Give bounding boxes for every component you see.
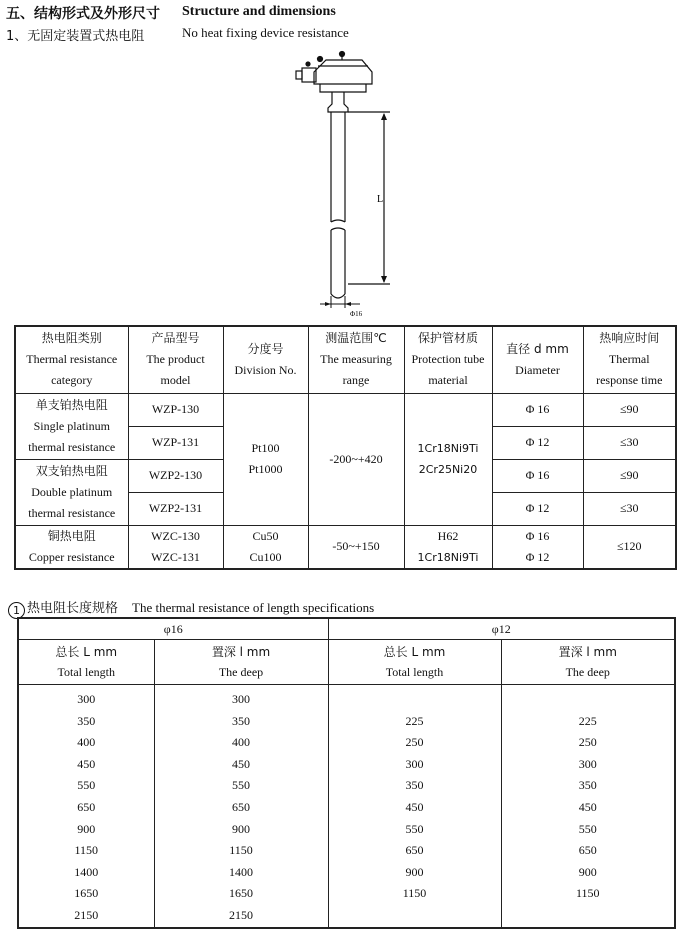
length-col-header <box>18 640 675 685</box>
length-cell: 650 <box>328 840 501 862</box>
header-response: 热响应时间 Thermal response time <box>583 326 676 393</box>
table-row <box>18 685 675 711</box>
header-range: 测温范围℃ The measuring range <box>308 326 404 393</box>
length-cell: 350 <box>18 711 154 733</box>
table-row <box>18 862 675 884</box>
length-cell: 225 <box>328 711 501 733</box>
dimension-label-L: L <box>377 194 384 205</box>
model-cell: WZP2-131 <box>128 492 223 525</box>
category-double-platinum: 双支铂热电阻 Double platinum thermal resistance <box>15 459 128 525</box>
length-cell: 900 <box>328 862 501 884</box>
diameter-cell: Φ 16 <box>492 459 583 492</box>
diameter-cell: Φ 16 <box>492 393 583 426</box>
length-table <box>17 617 676 929</box>
response-cell: ≤90 <box>583 393 676 426</box>
table-row <box>15 525 676 569</box>
length-cell: 2150 <box>18 905 154 928</box>
material-platinum: 1Cr18Ni9Ti 2Cr25Ni20 <box>404 393 492 525</box>
length-cell: 550 <box>18 775 154 797</box>
length-cell: 650 <box>154 797 328 819</box>
header-category: 热电阻类别 Thermal resistance category <box>15 326 128 393</box>
length-cell: 550 <box>501 819 675 841</box>
section-title-cn: 五、结构形式及外形尺寸 <box>6 6 160 22</box>
length-group-header <box>18 618 675 640</box>
section-title-en: Structure and dimensions <box>182 4 336 19</box>
division-platinum: Pt100 Pt1000 <box>223 393 308 525</box>
length-cell: 450 <box>328 797 501 819</box>
category-single-platinum: 单支铂热电阻 Single platinum thermal resistance <box>15 393 128 459</box>
length-cell: 1150 <box>501 883 675 905</box>
table-row <box>18 905 675 928</box>
length-cell: 225 <box>501 711 675 733</box>
col-deep: 置深 l mm The deep <box>501 640 675 685</box>
circled-number: 1 <box>8 602 25 619</box>
length-cell: 400 <box>154 732 328 754</box>
col-deep: 置深 l mm The deep <box>154 640 328 685</box>
subsection-title-en: No heat fixing device resistance <box>182 25 349 40</box>
header-model: 产品型号 The product model <box>128 326 223 393</box>
table-row <box>18 883 675 905</box>
division-copper: Cu50 Cu100 <box>223 525 308 569</box>
length-cell <box>501 905 675 928</box>
model-cell: WZP2-130 <box>128 459 223 492</box>
length-cell: 900 <box>18 819 154 841</box>
table-row <box>18 819 675 841</box>
thermal-resistance-drawing <box>290 46 400 321</box>
length-cell: 2150 <box>154 905 328 928</box>
length-cell: 900 <box>154 819 328 841</box>
length-cell: 1400 <box>18 862 154 884</box>
length-cell: 900 <box>501 862 675 884</box>
length-cell: 650 <box>501 840 675 862</box>
col-total-length: 总长 L mm Total length <box>328 640 501 685</box>
length-section-title: 1 热电阻长度规格 The thermal resistance of length specifications <box>8 597 374 619</box>
group-phi12: φ12 <box>328 618 675 640</box>
table-row <box>15 393 676 426</box>
dimension-label-phi16: Φ16 <box>350 310 363 318</box>
length-cell: 1650 <box>154 883 328 905</box>
response-cell: ≤90 <box>583 459 676 492</box>
length-cell: 1650 <box>18 883 154 905</box>
length-cell: 550 <box>328 819 501 841</box>
model-cell: WZP-130 <box>128 393 223 426</box>
length-cell: 1400 <box>154 862 328 884</box>
spec-table <box>14 325 677 570</box>
response-cell: ≤30 <box>583 492 676 525</box>
range-platinum: -200~+420 <box>308 393 404 525</box>
length-cell: 250 <box>328 732 501 754</box>
spec-header-row <box>15 326 676 393</box>
length-cell: 450 <box>154 754 328 776</box>
length-cell: 350 <box>154 711 328 733</box>
length-cell: 250 <box>501 732 675 754</box>
length-cell: 300 <box>18 685 154 711</box>
length-cell: 300 <box>501 754 675 776</box>
length-cell: 1150 <box>154 840 328 862</box>
subsection-title-cn: 1、无固定装置式热电阻 <box>6 29 145 44</box>
group-phi16: φ16 <box>18 618 328 640</box>
table-row <box>18 732 675 754</box>
length-cell: 350 <box>501 775 675 797</box>
length-cell <box>328 905 501 928</box>
length-cell: 1150 <box>328 883 501 905</box>
length-cell: 300 <box>154 685 328 711</box>
model-cell: WZP-131 <box>128 426 223 459</box>
header-division: 分度号 Division No. <box>223 326 308 393</box>
length-cell: 300 <box>328 754 501 776</box>
header-material: 保护管材质 Protection tube material <box>404 326 492 393</box>
length-cell: 550 <box>154 775 328 797</box>
diameter-cell: Φ 12 <box>492 492 583 525</box>
category-copper: 铜热电阻 Copper resistance <box>15 525 128 569</box>
material-copper: H62 1Cr18Ni9Ti <box>404 525 492 569</box>
length-cell: 650 <box>18 797 154 819</box>
range-copper: -50~+150 <box>308 525 404 569</box>
table-row <box>18 840 675 862</box>
table-row <box>18 797 675 819</box>
response-cell: ≤120 <box>583 525 676 569</box>
length-cell: 400 <box>18 732 154 754</box>
length-cell <box>501 685 675 711</box>
table-row <box>18 754 675 776</box>
length-cell: 1150 <box>18 840 154 862</box>
length-cell: 350 <box>328 775 501 797</box>
col-total-length: 总长 L mm Total length <box>18 640 154 685</box>
length-cell: 450 <box>501 797 675 819</box>
diameter-cell: Φ 16 Φ 12 <box>492 525 583 569</box>
table-row <box>18 711 675 733</box>
header-diameter: 直径 d mm Diameter <box>492 326 583 393</box>
length-cell: 450 <box>18 754 154 776</box>
diameter-cell: Φ 12 <box>492 426 583 459</box>
model-cell: WZC-130 WZC-131 <box>128 525 223 569</box>
table-row <box>18 775 675 797</box>
response-cell: ≤30 <box>583 426 676 459</box>
length-cell <box>328 685 501 711</box>
